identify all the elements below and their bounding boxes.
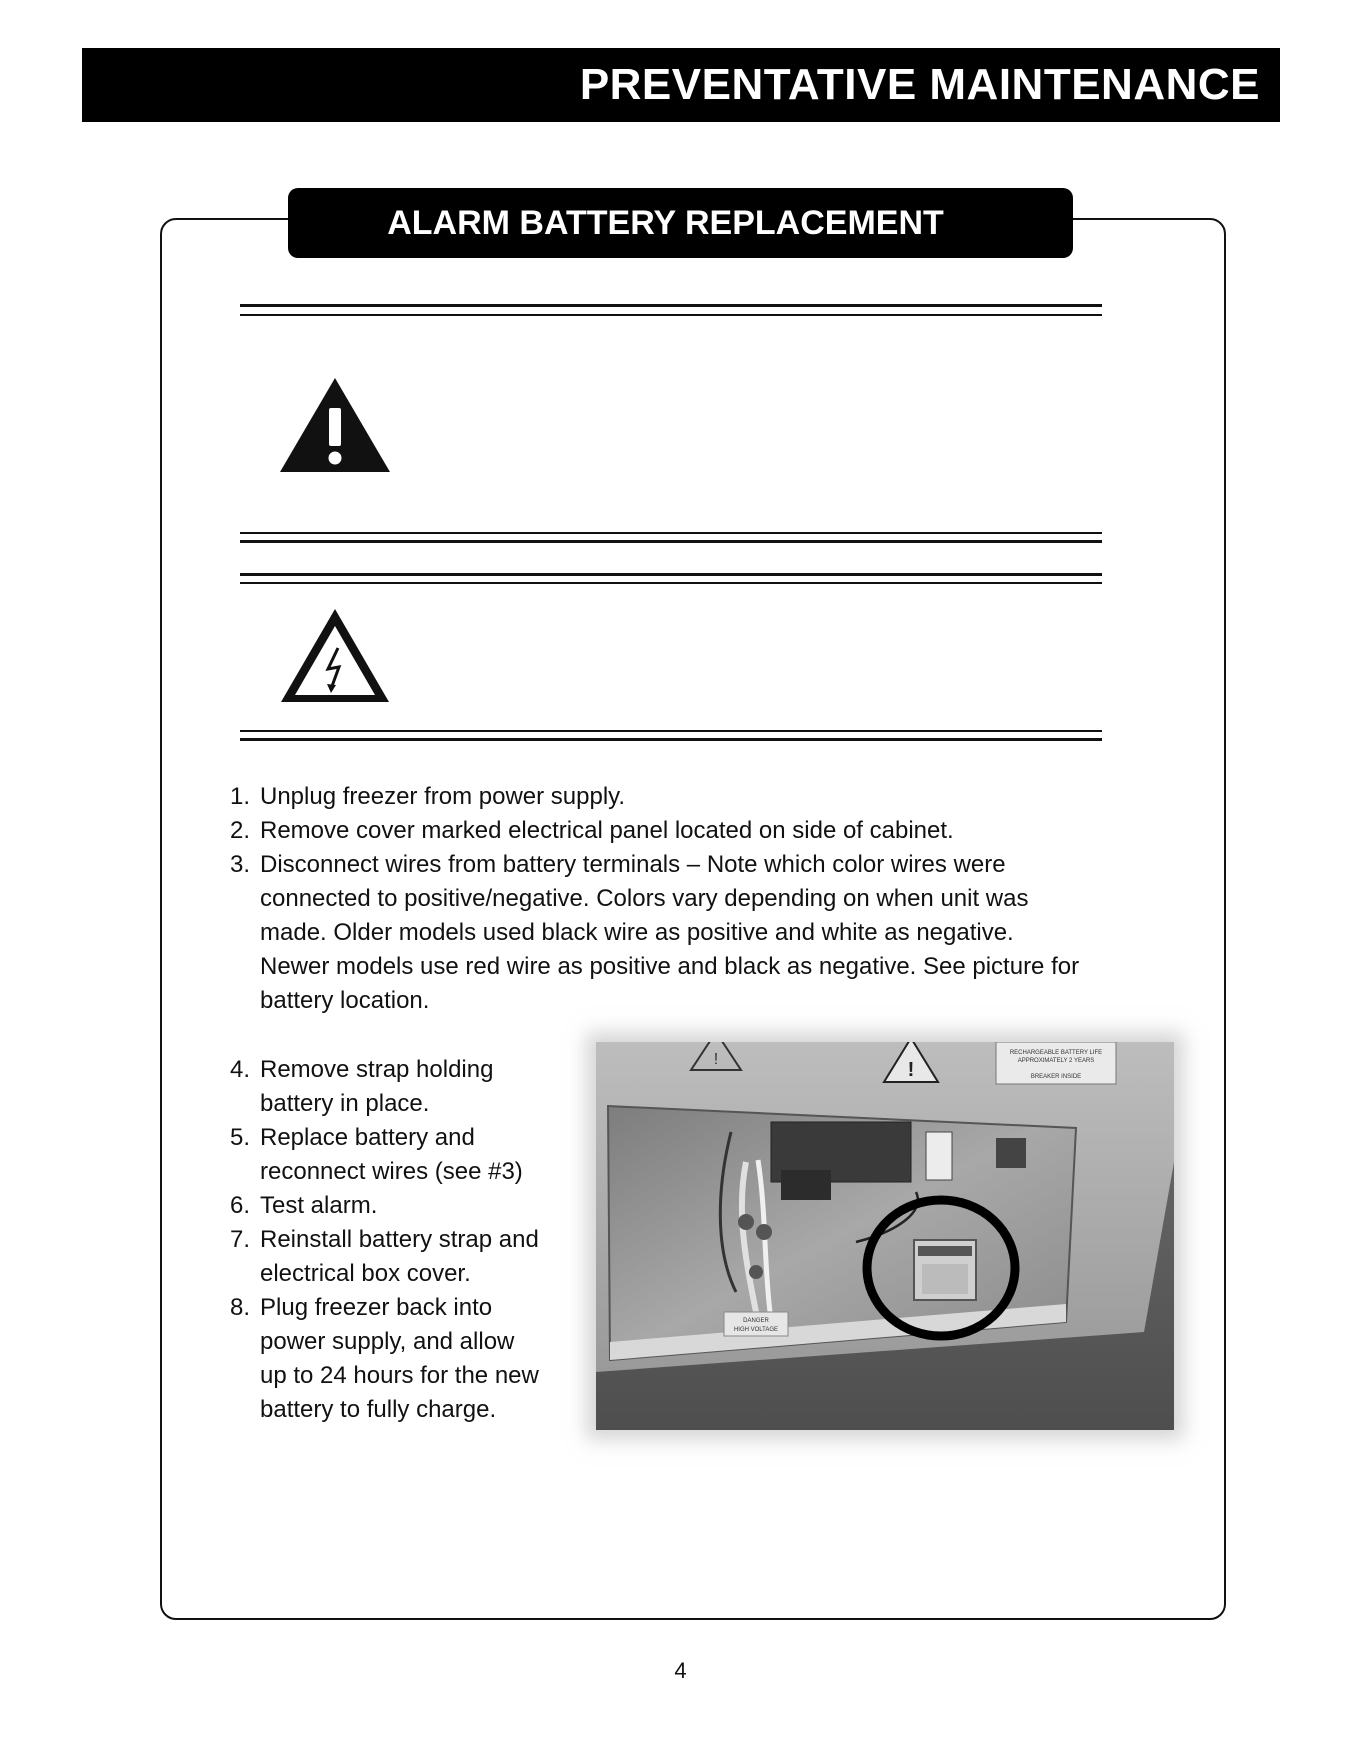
list-item [229, 1189, 590, 1223]
header-bar [82, 48, 1280, 122]
step-text: Remove cover marked electrical panel located on side of cabinet. [260, 817, 954, 844]
step-line: power supply, and allow [260, 1328, 515, 1355]
step-line: Test alarm. [260, 1192, 378, 1219]
electrical-hazard-icon [278, 606, 392, 706]
list-item [229, 1053, 590, 1121]
svg-text:!: ! [907, 1059, 915, 1081]
step-number: 5. [229, 1124, 250, 1151]
step-line: Replace battery and [260, 1124, 475, 1151]
step-line: battery in place. [260, 1090, 430, 1117]
step-line: battery to fully charge. [260, 1396, 497, 1423]
steps-list-secondary [229, 1053, 590, 1427]
warning-exclamation-icon [278, 376, 392, 474]
step-line: Remove strap holding [260, 1056, 494, 1083]
step-line: battery location. [260, 987, 430, 1014]
page-header-title: PREVENTATIVE MAINTENANCE [579, 60, 1260, 109]
photo-label: HIGH VOLTAGE [733, 1327, 779, 1333]
step-line: Newer models use red wire as positive and black as negative. See picture for [260, 953, 1080, 980]
step-line: connected to positive/negative. Colors vary depending on when unit was [260, 885, 1029, 912]
step-line: made. Older models used black wire as positive and white as negative. [260, 919, 1014, 946]
warning-rule-bottom [240, 540, 1102, 543]
photo-label: RECHARGEABLE BATTERY LIFE [1009, 1050, 1103, 1056]
step-line: Reinstall battery strap and [260, 1226, 539, 1253]
hazard-rule-top [240, 573, 1102, 576]
step-line: up to 24 hours for the new [260, 1362, 539, 1389]
step-line: Disconnect wires from battery terminals – Note which color wires were [260, 851, 1006, 878]
warning-rule-bottom-thin [240, 532, 1102, 534]
list-item [229, 1121, 590, 1189]
step-number: 8. [229, 1294, 250, 1321]
step-number: 7. [229, 1226, 250, 1253]
photo-label: BREAKER INSIDE [1030, 1074, 1082, 1080]
photo-label: DANGER [743, 1318, 769, 1324]
photo-label: APPROXIMATELY 2 YEARS [1017, 1058, 1095, 1064]
section-tab [288, 188, 1073, 258]
step-number: 2. [229, 817, 250, 844]
list-item [229, 1223, 590, 1291]
steps-list-primary [229, 780, 1160, 1018]
step-number: 4. [229, 1056, 250, 1083]
list-item [229, 848, 1160, 1018]
svg-text:!: ! [713, 1051, 719, 1068]
hazard-rule-top-thin [240, 582, 1102, 584]
step-number: 3. [229, 851, 250, 878]
step-line: Plug freezer back into [260, 1294, 493, 1321]
hazard-rule-bottom [240, 738, 1102, 741]
list-item [229, 780, 1160, 814]
list-item [229, 814, 1160, 848]
step-number: 6. [229, 1192, 250, 1219]
section-title: ALARM BATTERY REPLACEMENT [387, 203, 944, 242]
warning-rule-top [240, 304, 1102, 307]
hazard-rule-bottom-thin [240, 730, 1102, 732]
list-item [229, 1291, 590, 1427]
step-text: Unplug freezer from power supply. [260, 783, 626, 810]
page-number: 4 [674, 1658, 687, 1683]
battery-location-photo [596, 1042, 1174, 1430]
step-number: 1. [229, 783, 250, 810]
warning-rule-top-thin [240, 314, 1102, 316]
step-line: reconnect wires (see #3) [260, 1158, 523, 1185]
step-line: electrical box cover. [260, 1260, 471, 1287]
